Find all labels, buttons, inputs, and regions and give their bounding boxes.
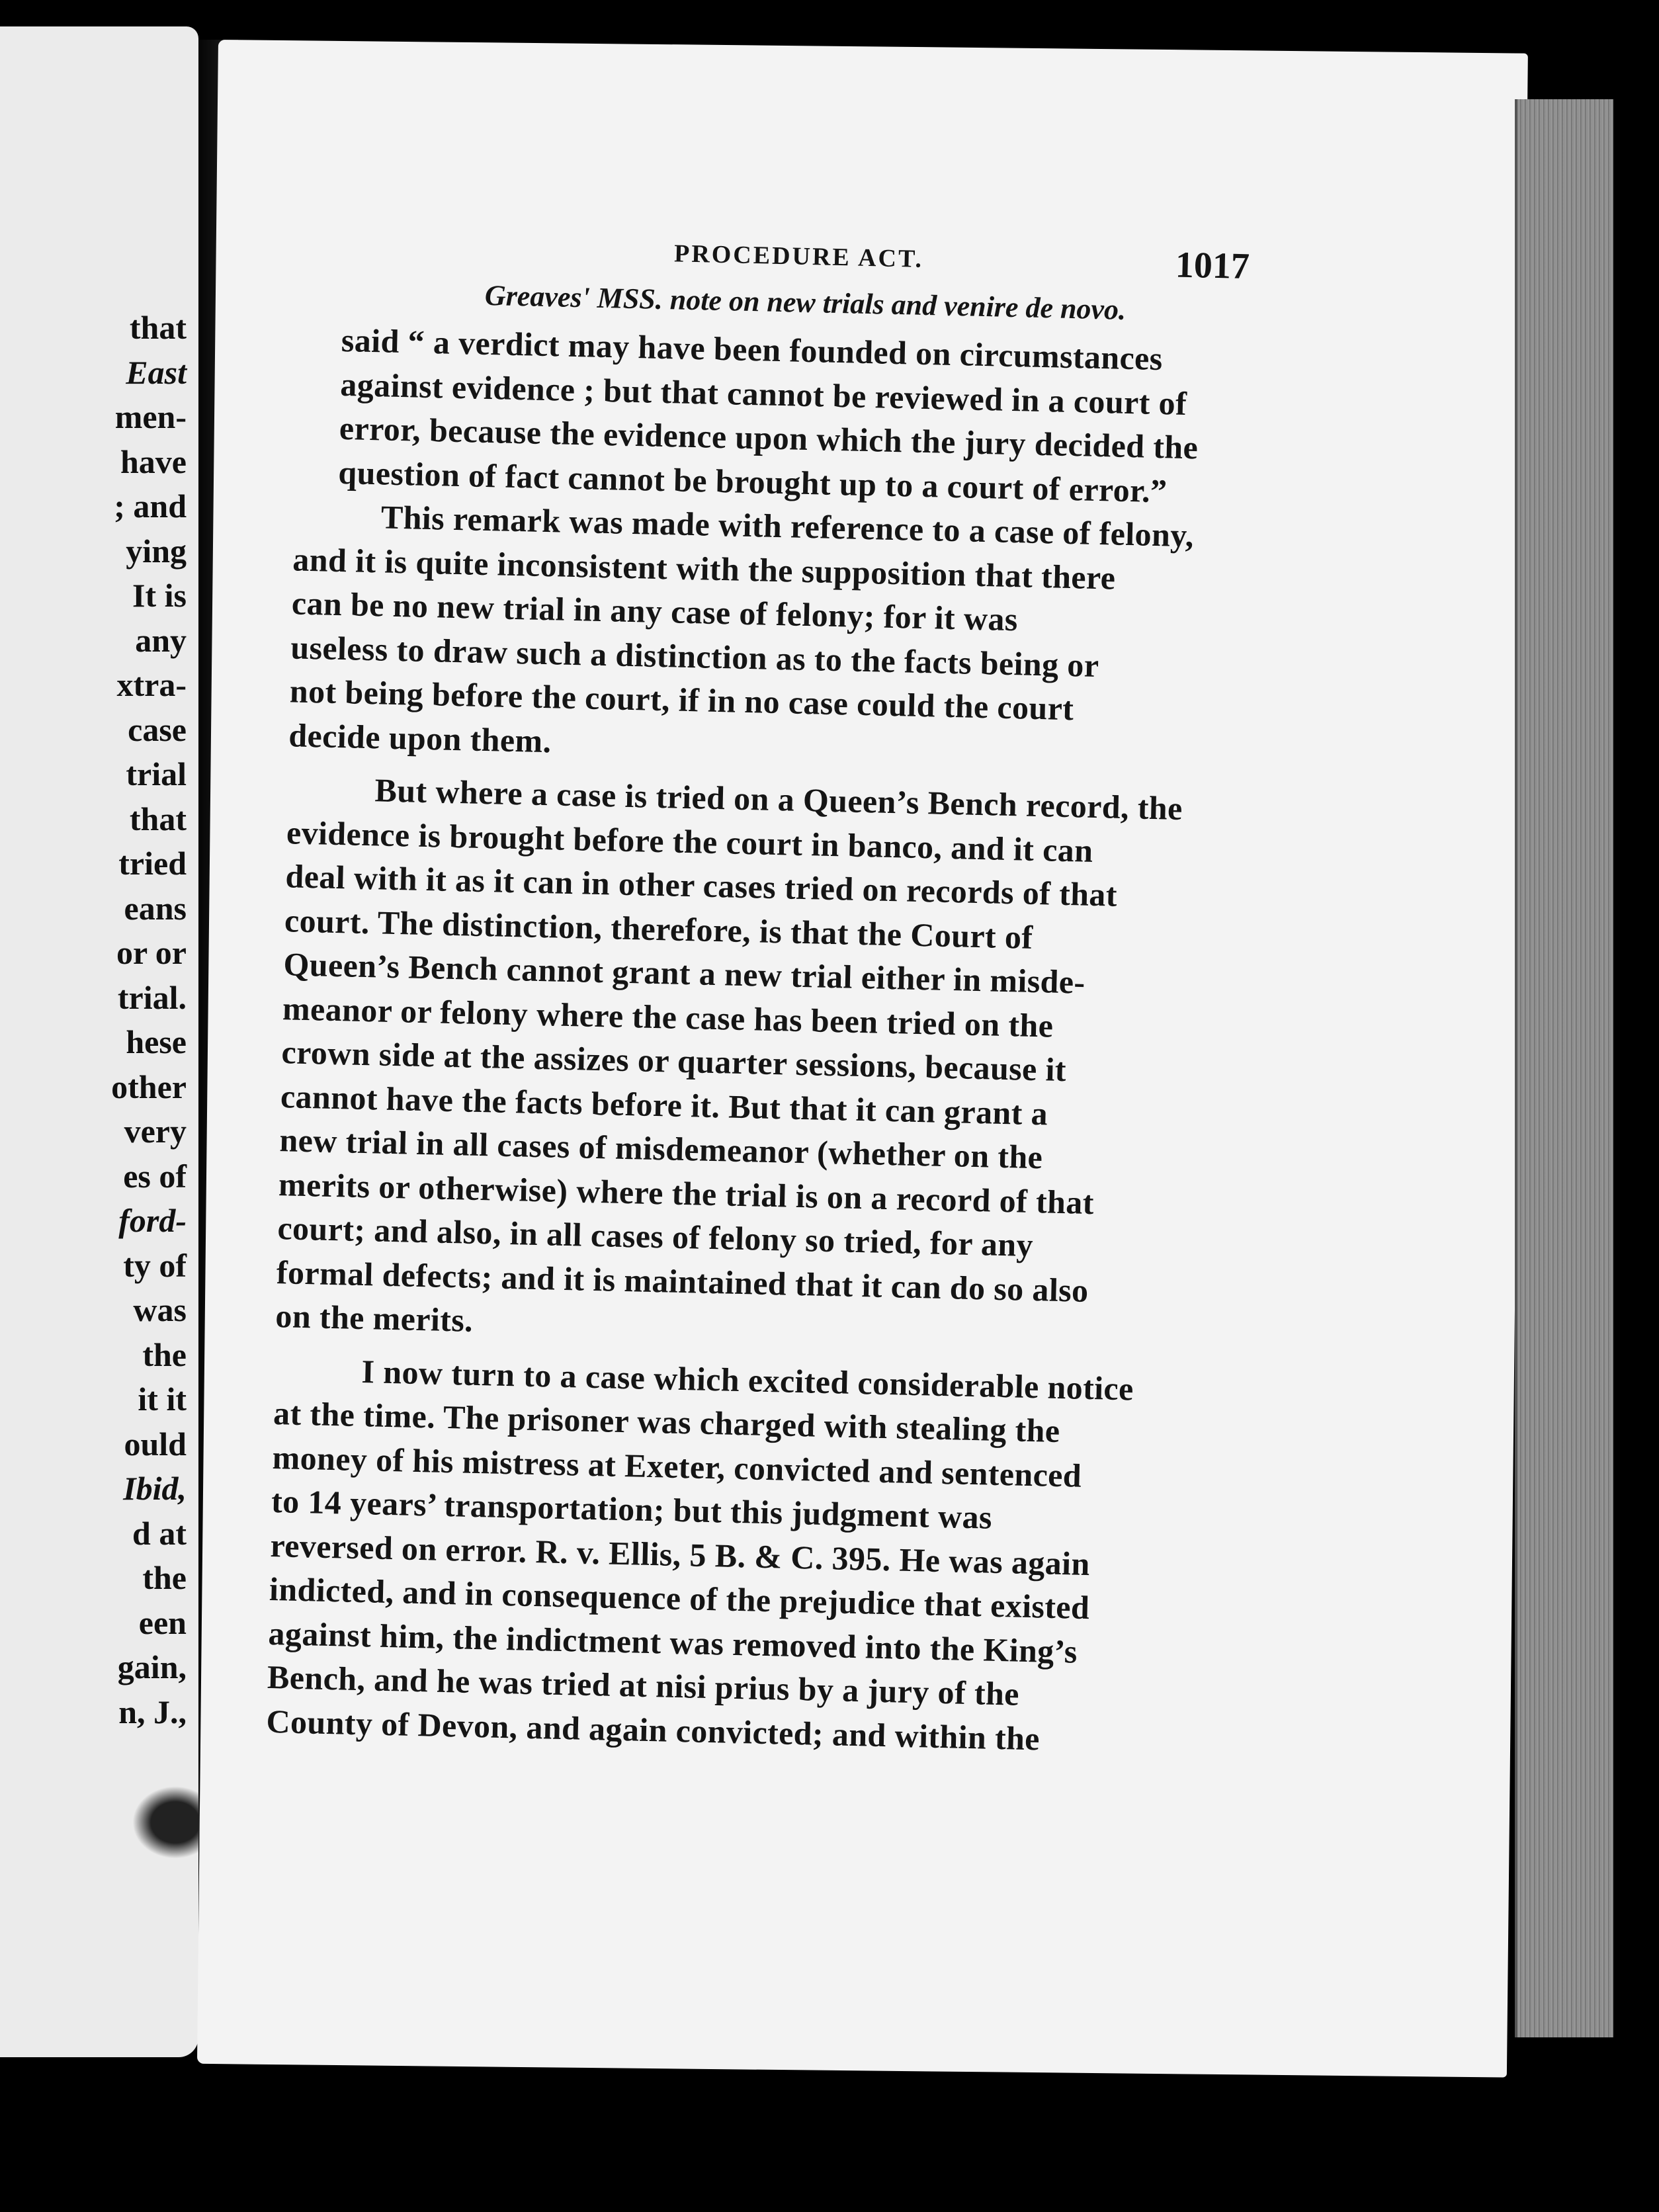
text-line: money of his mistress at Exeter, convicted and sentenced <box>272 1438 1082 1494</box>
text-line: against him, the indictment was removed into the King’s <box>268 1614 1078 1670</box>
left-page-fragment: trial <box>126 755 187 792</box>
text-line: court; and also, in all cases of felony so tried, for any <box>276 1209 1034 1264</box>
left-page-fragment: tried <box>118 845 187 882</box>
text-line: to 14 years’ transportation; but this judgment was <box>271 1482 993 1536</box>
text-line: formal defects; and it is maintained that it can do so also <box>276 1253 1089 1309</box>
text-line: said “ a verdict may have been founded on circumstances <box>341 321 1164 378</box>
left-page-fragment: trial. <box>117 978 187 1016</box>
text-line: This remark was made with reference to a case of felony, <box>380 498 1195 554</box>
text-line: Bench, and he was tried at nisi prius by a jury of the <box>267 1658 1020 1713</box>
left-page-fragment: It is <box>132 577 187 614</box>
left-page-fragment: men- <box>114 398 187 435</box>
left-page-fragment: eans <box>124 889 187 927</box>
left-page-fragment: the <box>142 1336 187 1373</box>
left-page-fragment: it it <box>138 1381 187 1418</box>
left-page-fragment: ould <box>124 1425 187 1463</box>
left-page-fragment: East <box>126 353 187 391</box>
text-line: crown side at the assizes or quarter sessions, because it <box>280 1033 1067 1089</box>
paragraph <box>266 1348 1218 1764</box>
left-page-fragment: gain, <box>117 1648 187 1685</box>
left-page-fragment: d at <box>132 1514 187 1552</box>
left-page-fragment: that <box>129 800 187 837</box>
right-page-content <box>266 225 1250 1764</box>
left-page-fragment: ying <box>126 532 187 570</box>
text-line: But where a case is tried on a Queen’s Bench record, the <box>374 771 1183 827</box>
text-line: deal with it as it can in other cases tried on records of that <box>285 857 1118 914</box>
body-text <box>266 318 1242 1764</box>
left-page-fragment: hese <box>126 1023 187 1060</box>
paragraph <box>288 494 1238 779</box>
paragraph <box>275 767 1231 1359</box>
text-line: against evidence ; but that cannot be reviewed in a court of <box>339 365 1187 422</box>
left-page-fragment: ford- <box>118 1202 187 1239</box>
left-page-fragment: that <box>129 309 187 346</box>
text-line: new trial in all cases of misdemeanor (whether on the <box>278 1121 1043 1176</box>
text-line: question of fact cannot be brought up to a court of error.” <box>337 453 1168 509</box>
left-page-fragment: any <box>135 621 187 659</box>
left-page-fragment: xtra- <box>116 666 187 703</box>
left-page-fragment: ; and <box>114 488 187 525</box>
text-line: court. The distinction, therefore, is that the Court of <box>284 901 1034 956</box>
left-page-fragment: or or <box>116 934 187 971</box>
text-line: indicted, and in consequence of the prejudice that existed <box>269 1570 1090 1627</box>
paragraph <box>338 318 1242 515</box>
marginal-subhead: Greaves' MSS. note on new trials and venire de novo. <box>484 278 1127 326</box>
page-edges <box>1515 99 1613 2037</box>
left-page-fragment: n, J., <box>118 1693 187 1730</box>
page-number: 1017 <box>1175 244 1250 288</box>
text-line: meanor or felony where the case has been tried on the <box>282 989 1054 1044</box>
text-line: evidence is brought before the court in banco, and it can <box>286 813 1094 869</box>
left-page-fragment: very <box>124 1113 187 1150</box>
text-line: on the merits. <box>275 1297 474 1339</box>
text-line: can be no new trial in any case of felony; for it was <box>291 584 1019 638</box>
left-page-fragment: have <box>120 443 187 480</box>
text-line: error, because the evidence upon which the jury decided the <box>339 409 1199 466</box>
text-line: Queen’s Bench cannot grant a new trial either in misde- <box>282 945 1086 1001</box>
left-facing-page <box>0 26 198 2057</box>
text-line: I now turn to a case which excited considerable notice <box>361 1352 1134 1408</box>
left-page-fragment: ty of <box>123 1246 187 1284</box>
text-line: useless to draw such a distinction as to the facts being or <box>290 628 1100 684</box>
left-page-fragment: es of <box>123 1157 187 1195</box>
left-page-fragment: was <box>133 1291 187 1328</box>
left-page-fragment: other <box>111 1068 187 1105</box>
text-line: merits or otherwise) where the trial is on a record of that <box>278 1165 1095 1221</box>
section-title: PROCEDURE ACT. <box>673 239 924 273</box>
left-page-fragment: Ibid, <box>123 1470 187 1507</box>
left-page-fragment: the <box>142 1559 187 1596</box>
text-line: and it is quite inconsistent with the supposition that there <box>292 540 1116 597</box>
text-line: reversed on error. R. v. Ellis, 5 B. & C. 395. He was again <box>270 1526 1091 1582</box>
text-line: County of Devon, and again convicted; and within the <box>266 1702 1041 1757</box>
text-line: decide upon them. <box>288 716 552 759</box>
text-line: at the time. The prisoner was charged with stealing the <box>273 1394 1061 1450</box>
left-page-fragment: case <box>128 710 187 748</box>
text-line: cannot have the facts before it. But that it can grant a <box>280 1077 1048 1132</box>
left-page-fragment: een <box>138 1603 187 1641</box>
text-line: not being before the court, if in no case could the court <box>289 672 1075 728</box>
